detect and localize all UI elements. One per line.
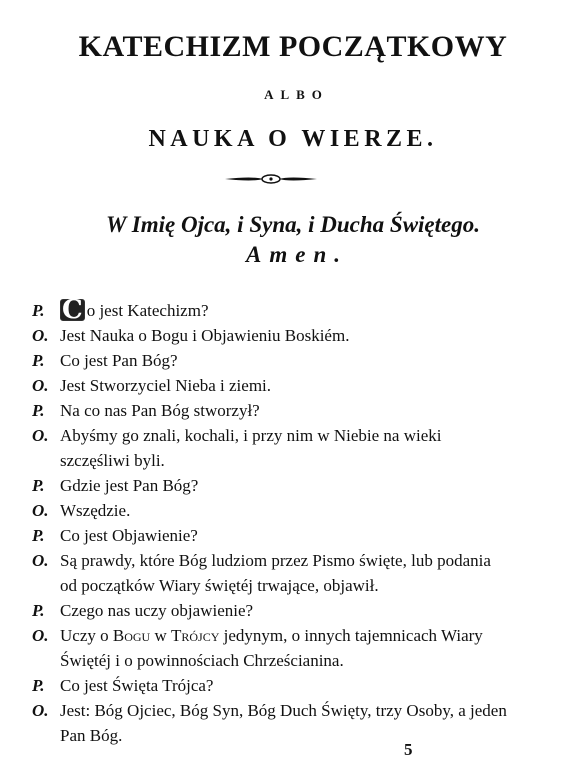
qa-row xyxy=(32,623,512,673)
page-number: 5 xyxy=(404,740,413,759)
qa-row xyxy=(32,673,512,698)
qa-row xyxy=(32,398,512,423)
qa-label: O. xyxy=(32,501,49,520)
qa-label: P. xyxy=(32,676,45,695)
qa-row xyxy=(32,698,512,748)
qa-row xyxy=(32,373,512,398)
qa-label: P. xyxy=(32,301,45,320)
qa-label: O. xyxy=(32,626,49,645)
qa-text-part: Uczy o xyxy=(60,626,113,645)
qa-row xyxy=(32,523,512,548)
invocation xyxy=(0,210,586,270)
qa-text: Co jest Pan Bóg? xyxy=(60,351,178,370)
page-title: KATECHIZM POCZĄTKOWY xyxy=(78,30,508,63)
qa-text: Wszędzie. xyxy=(60,501,131,520)
qa-text: Co jest Święta Trójca? xyxy=(60,676,214,695)
qa-text: Czego nas uczy objawienie? xyxy=(60,601,254,620)
qa-row xyxy=(32,295,512,325)
qa-text xyxy=(60,295,512,325)
qa-label: P. xyxy=(32,601,45,620)
invocation-line: W Imię Ojca, i Syna, i Ducha Świętego. xyxy=(106,212,480,237)
qa-text xyxy=(60,623,512,673)
qa-row xyxy=(32,473,512,498)
qa-label: P. xyxy=(32,526,45,545)
catechism-questions xyxy=(32,295,512,748)
qa-text: Jest Nauka o Bogu i Objawieniu Boskiém. xyxy=(60,326,350,345)
qa-text: Co jest Objawienie? xyxy=(60,526,198,545)
qa-text: Na co nas Pan Bóg stworzył? xyxy=(60,401,260,420)
title-conjunction: ALBO xyxy=(264,87,329,102)
qa-row xyxy=(32,423,512,473)
drop-cap: C xyxy=(62,295,83,325)
qa-label: P. xyxy=(32,351,45,370)
qa-label: O. xyxy=(32,551,49,570)
page-subtitle: NAUKA O WIERZE. xyxy=(148,126,438,152)
qa-label: O. xyxy=(32,426,49,445)
amen-line: Amen. xyxy=(246,242,348,267)
qa-row xyxy=(32,323,512,348)
qa-text-part: jedynym, o innych tajemnicach Wiary Świętéj i o powinnościach Chrześcianina. xyxy=(60,626,483,670)
ornament-divider xyxy=(223,172,319,186)
qa-row xyxy=(32,498,512,523)
qa-text: Jest: Bóg Ojciec, Bóg Syn, Bóg Duch Święty, trzy Osoby, a jeden Pan Bóg. xyxy=(60,701,507,745)
qa-label: O. xyxy=(32,701,49,720)
small-caps-word: Trójcy xyxy=(171,626,220,645)
qa-row xyxy=(32,348,512,373)
qa-text-rest: o jest Katechizm? xyxy=(86,301,209,320)
qa-label: P. xyxy=(32,401,45,420)
qa-text-part: w xyxy=(150,626,171,645)
qa-text: Są prawdy, które Bóg ludziom przez Pismo święte, lub podania od początków Wiary świętéj trwające, objawił. xyxy=(60,551,491,595)
qa-label: P. xyxy=(32,476,45,495)
qa-row xyxy=(32,548,512,598)
qa-label: O. xyxy=(32,326,49,345)
qa-label: O. xyxy=(32,376,49,395)
qa-text: Abyśmy go znali, kochali, i przy nim w Niebie na wieki szczęśliwi byli. xyxy=(60,426,442,470)
qa-text: Jest Stworzyciel Nieba i ziemi. xyxy=(60,376,272,395)
qa-text: Gdzie jest Pan Bóg? xyxy=(60,476,199,495)
small-caps-word: Bogu xyxy=(112,626,151,645)
qa-row xyxy=(32,598,512,623)
